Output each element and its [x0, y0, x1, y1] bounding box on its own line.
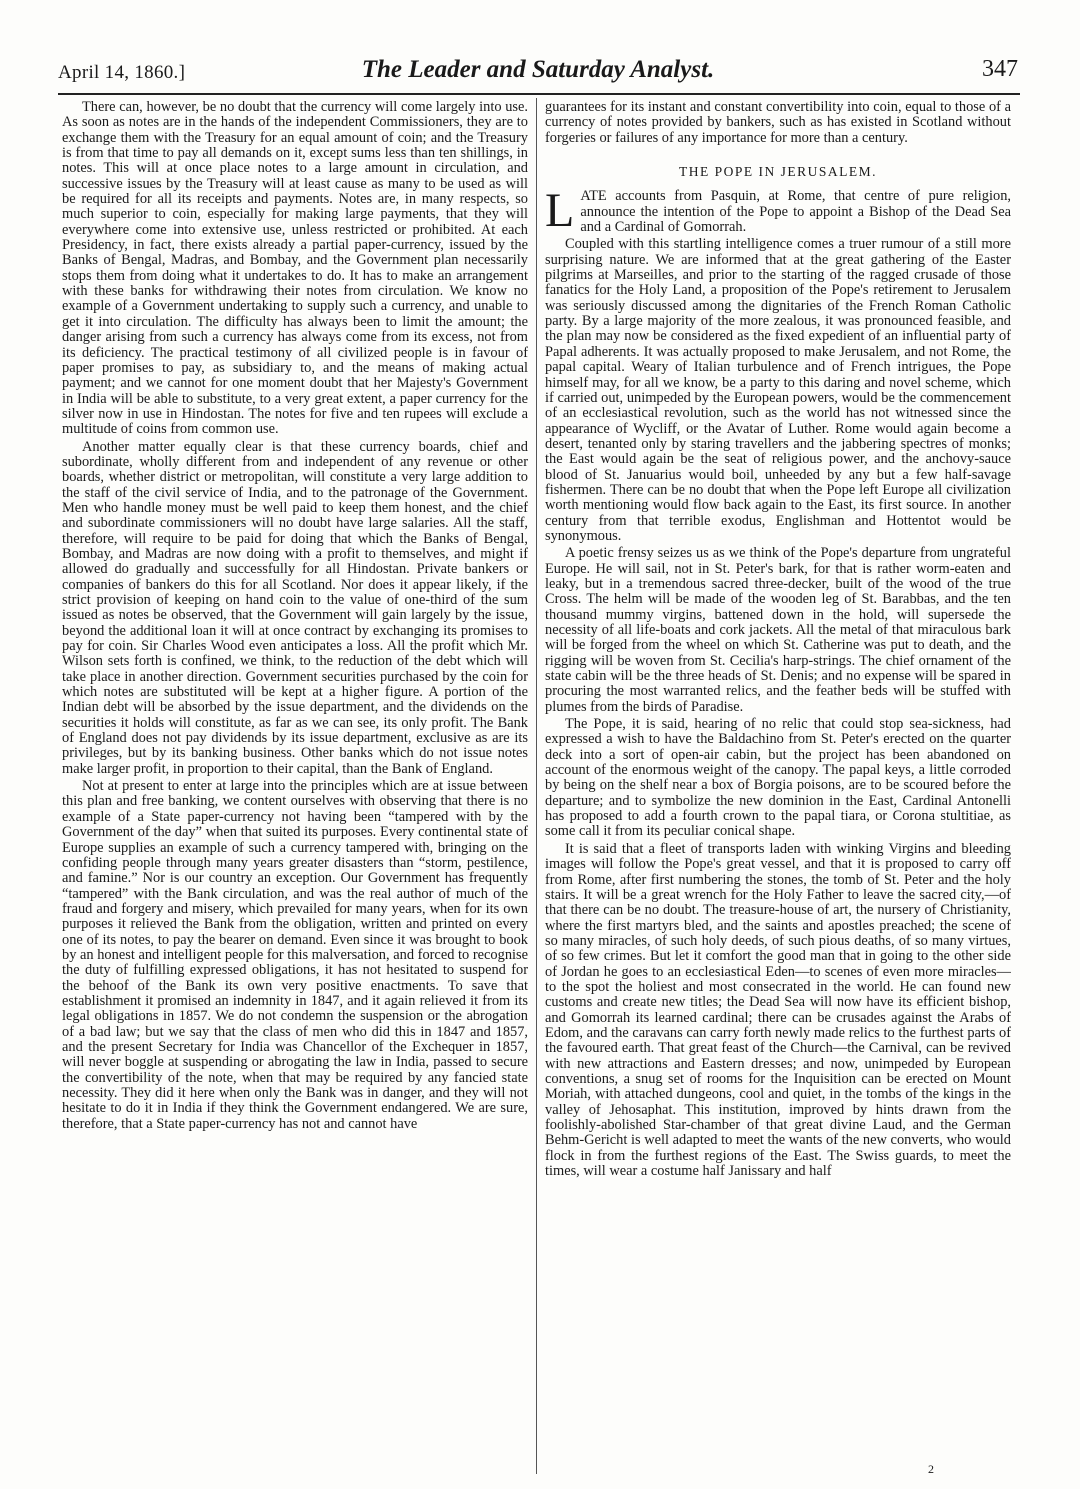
issue-date: April 14, 1860.]	[58, 62, 186, 83]
signature-mark: 2	[928, 1462, 934, 1476]
article-first-text: ATE accounts from Pasquin, at Rome, that centre of pure religion, announce the intention of the Pope to appoint a Bishop of the Dead Sea and a Cardinal of Gomorrah.	[580, 188, 1011, 236]
left-paragraph-2: Another matter equally clear is that these currency boards, chief and subordinate, wholly different from and independent of any revenue or other boards, whether district or metropolitan, will constitute a very large addition to the staff of the civil service of India, and to the patronage of the Government. Men who handle money must be well paid to keep them honest, and the chief and subordinate commissioners will no doubt have large salaries. All the staff, therefore, will require to be paid for doing that which the Banks of Bengal, Bombay, and Madras are now doing with a profit to themselves, and might if allowed do gradually and successfully for all Hindostan. Private bankers or companies of bankers do this for all Scotland. Nor does it appear likely, if the strict provision of keeping on hand coin to the value of one-third of the sum issued as notes be observed, that the Government will gain largely by the issue, beyond the additional loan it will at once contract by exchanging its promises to pay for coin. Sir Charles Wood even anticipates a loss. All the profit which Mr. Wilson sets forth is confined, we think, to the reduction of the debt which will take place in another direction. Government securities purchased by the coin for which notes are substituted will be kept at a higher figure. A portion of the Indian debt will be absorbed by the issue department, and the dividends on the securities it holds will constitute, as far as we can see, its only profit. The Bank of England does not pay dividends by its issue department, exclusive as are its privileges, but by its banking business. Other banks which do not issue notes make larger profit, in proportion to their capital, than the Bank of England.	[62, 438, 528, 777]
continued-paragraph: guarantees for its instant and constant convertibility into coin, equal to those of a currency of notes provided by bankers, such as has existed in Scotland without forgeries or failures of any importance for more than a century.	[545, 100, 1011, 146]
header-rule	[58, 93, 1020, 95]
page-number: 347	[982, 56, 1018, 82]
drop-cap: L	[545, 184, 575, 238]
article-first-paragraph	[545, 184, 1011, 238]
article-paragraph-3: A poetic frensy seizes us as we think of the Pope's departure from ungrateful Europe. He will sail, not in St. Peter's bark, for that is rather worm-eaten and leaky, but in a tremendous sacred three-decker, built of the wood of the true Cross. The helm will be made of the wooden leg of St. Barabbas, and the ten thousand mummy virgins, battened down in the hold, will supersede the necessity of all life-boats and cork jackets. All the metal of that miraculous bark will be forged from the wheel on which St. Catherine was put to death, and the rigging will be woven from St. Cecilia's harp-strings. The chief ornament of the state cabin will be the three heads of St. Denis; and no expense will be spared in procuring the most warranted relics, and the feather beds will be stuffed with plumes from the birds of Paradise.	[545, 545, 1011, 715]
publication-title: The Leader and Saturday Analyst.	[361, 56, 715, 83]
article-paragraph-2: Coupled with this startling intelligence comes a truer rumour of a still more surprising nature. We are informed that at the great gathering of the Easter pilgrims at Marseilles, and prior to the starting of the ragged crusade of those fanatics for the Holy Land, a proposition of the Pope's retirement to Jerusalem was seriously discussed among the dignitaries of the French Roman Catholic party. By a large majority of the more zealous, it was pronounced feasible, and the plan may now be considered as the fixed expedient of an influential party of Papal adherents. It was actually proposed to make Jerusalem, and not Rome, the papal capital. Weary of Italian turbulence and of French intrigues, the Pope himself may, for all we know, be a party to this daring and novel scheme, which if carried out, unimpeded by the European powers, would be the commencement of an ecclesiastical revolution, such as the world has not witnessed since the appearance of Wycliff, or the Avatar of Luther. Rome would again become a desert, tenanted only by staring travellers and the jabbering spectres of monks; the East would again be the seat of religious power, and the anchovy-sauce blood of St. Januarius would boil, unheeded by any but a few half-savage fishermen. There can be no doubt that when the Pope left Europe all civilization worth mentioning would flow back again to the East, its first source. In another century from that terrible exodus, Englishman and Hottentot would be synonymous.	[545, 236, 1011, 544]
left-column	[62, 100, 528, 1475]
right-column	[545, 100, 1011, 1475]
article-paragraph-5: It is said that a fleet of transports laden with winking Virgins and bleeding images will follow the Pope's great vessel, and that it is proposed to carry off from Rome, after first numbering the stones, the tomb of St. Peter and the holy stairs. It will be a great wrench for the Holy Father to leave the sacred city,—of that there can be no doubt. The treasure-house of art, the nursery of Christianity, where the first martyrs bled, and the saints and apostles preached; the scene of so many miracles, of such holy deeds, of such pious deaths, of so many virtues, of so few crimes. But let it comfort the good man that in going to the other side of Jordan he goes to an ecclesiastical Eden—to scenes of even more miracles—to the spot the holiest and most consecrated in the world. He can found new customs and create new titles; the Dead Sea will now have its efficient bishop, and Gomorrah its learned cardinal; there can be crusades against the Arabs of Edom, and the caravans can carry forth newly made relics to the furthest parts of the favoured earth. That great feast of the Church—the Carnival, can be revived with new attractions and Eastern dresses; and now, unimpeded by European conventions, a snug set of rooms for the Inquisition can be erected on Mount Moriah, with attached dungeons, cool and quiet, in the tombs of the kings in the valley of Jehosaphat. This institution, improved by hints drawn from the foolishly-abolished Star-chamber of that great divine Laud, and the German Behm-Gericht is well adapted to meet the wants of the new converts, who would flock in from the furthest regions of the East. The Swiss guards, to meet the times, will wear a costume half Janissary and half	[545, 840, 1011, 1180]
masthead	[58, 56, 1018, 96]
column-divider	[536, 98, 537, 1474]
left-paragraph-1: There can, however, be no doubt that the currency will come largely into use. As soon as notes are in the hands of the independent Commissioners, they are to exchange them with the Treasury for an equal amount of coin; and the Treasury is from that time to pay all demands on it, except sums less than ten shillings, in notes. This will at once place notes to a large amount in circulation, and successive issues by the Treasury will at least cause as many to be used as will be required for all its receipts and payments. Notes are, in many respects, so much superior to coin, especially for making large payments, that they will everywhere come into extensive use, unless restricted or prohibited. At each Presidency, in fact, there exists already a partial paper-currency, issued by the Banks of Bengal, Madras, and Bombay, and the Government plan necessarily stops them from doing what it undertakes to do. It has to make an arrangement with these banks for withdrawing their notes from circulation. We know no example of a Government undertaking to supply such a currency, and unable to get it into circulation. The difficulty has always been to limit the amount; the danger arising from such a currency has always come from its excess, not from its deficiency. The practical testimony of all civilized people is in favour of paper promises to pay, as subsidiary to, and the means of making actual payment; and we cannot for one moment doubt that her Majesty's Government in India will be able to substitute, to a very great extent, a paper currency for the silver now in use in Hindostan. The notes for five and ten rupees will exclude a multitude of coins from common use.	[62, 100, 528, 438]
article-paragraph-4: The Pope, it is said, hearing of no relic that could stop sea-sickness, had expressed a wish to have the Baldachino from St. Peter's erected on the quarter deck into a sort of open-air cabin, but the project has been abandoned on account of the enormous weight of the canopy. The papal keys, a little corroded by being on the shelf near a box of Borgia poisons, are to be scoured before the departure; and to symbolize the new dominion in the East, Cardinal Antonelli has proposed to add a fourth crown to the papal tiara, or Corona stultitiae, as some call it from its peculiar conical shape.	[545, 716, 1011, 840]
left-paragraph-3: Not at present to enter at large into the principles which are at issue between this plan and free banking, we content ourselves with observing that there is no example of a State paper-currency not having been “tampered with by the Government of the day” when that suited its purposes. Every continental state of Europe supplies an example of such a currency tampered with, bringing on the confiding people through many years greater disasters than “storm, pestilence, and famine.” Nor is our country an exception. Our Government has frequently “tampered” with the Bank circulation, and was the real author of much of the fraud and forgery and misery, which prevailed for many years, when for its own purposes it relieved the Bank from the obligation, written and printed on every one of its notes, to pay the bearer on demand. Even since it was brought to book by an honest and intelligent people for this malversation, and forced to recognise the duty of fulfilling expressed obligations, it has not hesitated to suspend for the behoof of the Bank its own very positive enactments. To save that establishment it promised an indemnity in 1847, and it again relieved it from its legal obligations in 1857. We do not condemn the suspension or the abrogation of a bad law; but we say that the class of men who did this in 1847 and 1857, and the present Secretary for India was Chancellor of the Exchequer in 1857, will never boggle at suspending or abrogating the law in India, passed to secure the convertibility of the note, when that may be required by any fancied state necessity. They did it here when only the Bank was in danger, and they will not hesitate to do it in India if they think the Government endangered. We are sure, therefore, that a State paper-currency has not and cannot have	[62, 778, 528, 1132]
article-heading: THE POPE IN JERUSALEM.	[678, 164, 877, 180]
